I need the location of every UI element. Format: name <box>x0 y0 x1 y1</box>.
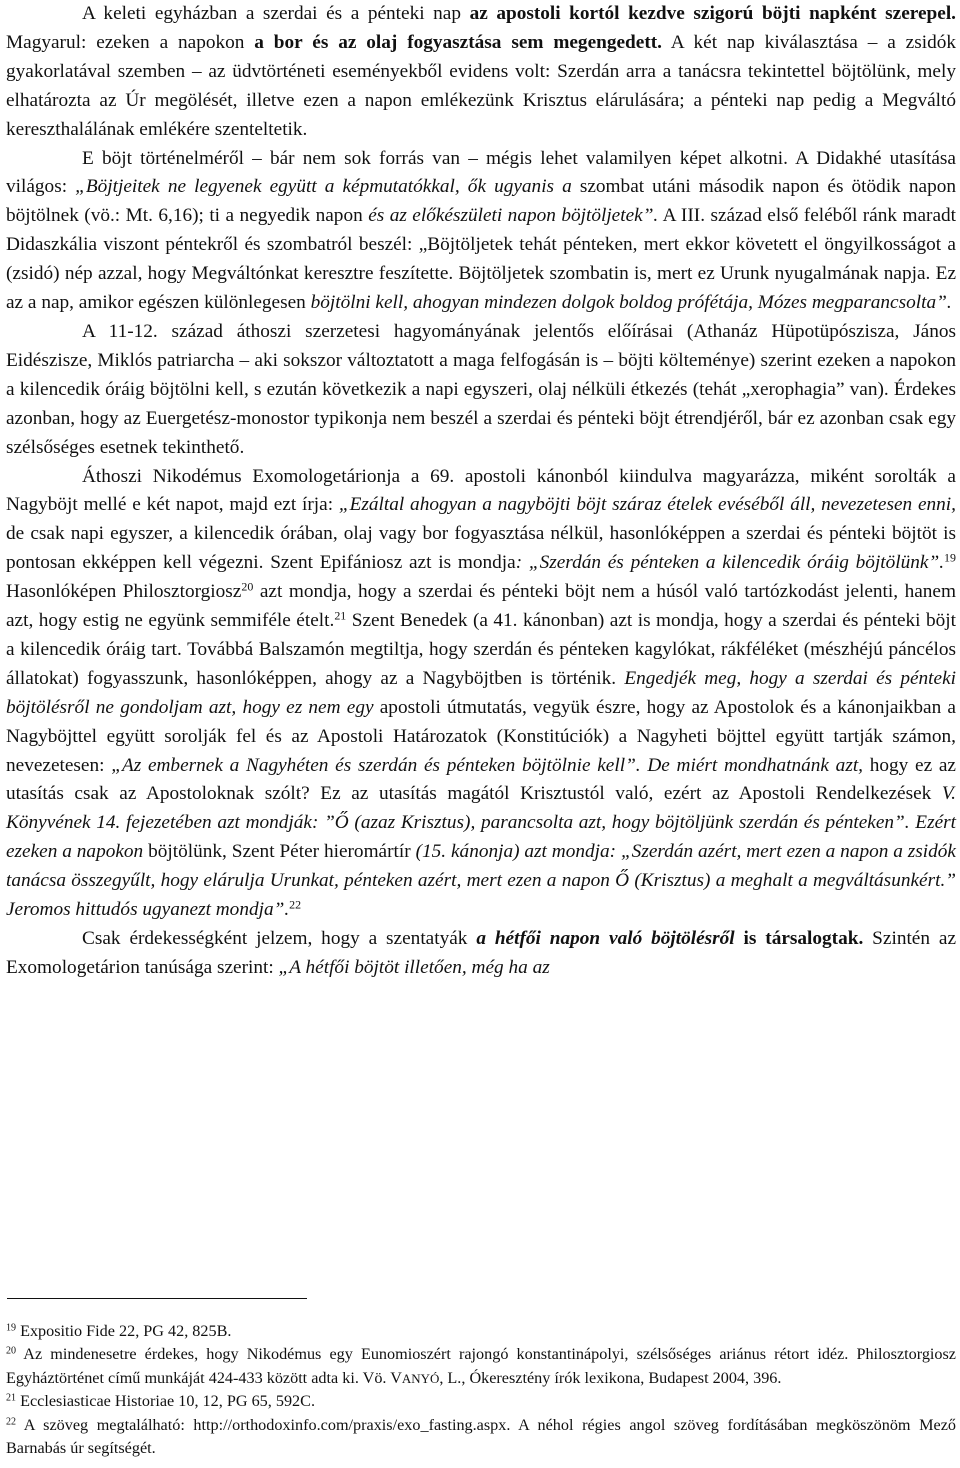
text-run: az apostoli kortól kezdve szigorú böjti napként szerepel. <box>469 3 956 24</box>
text-run: A két nap kiválasztása – a zsidók gyakorlatával szemben – az üdvtörténeti eseményekből evidens volt: Szerdán arra a tanácsra tekintettel böjtölünk, mely elhatározta az Úr megölését, illetve ezen a napon emlékezünk Krisztus elárulására; a pénteki nap pedig a Megváltó kereszthalálának emlékére szenteltetik. <box>6 31 956 140</box>
text-run: A III. század első feléből ránk maradt Didaszkália viszont péntekről és szombatról beszél: „Böjtöljetek tehát pénteken, mert ekkor követett el öngyilkosságot a (zsidó) nép azzal, hogy Megváltónkat keresztre feszítette. Böjtöljetek szombatin is, mert ez Urunk nyugalmának napja. Ez az a nap, amikor egészen különlegesen <box>6 205 956 314</box>
text-run: Szintén az Exomologetárion tanúsága szerint: <box>6 928 957 978</box>
text-run: Expositio Fide 22, PG 42, 825B. <box>16 1322 232 1340</box>
paragraph <box>6 0 956 145</box>
text-run: a bor és az olaj fogyasztása sem megengedett. <box>254 31 662 53</box>
text-run: A szöveg megtalálható: http://orthodoxinfo.com/praxis/exo_fasting.aspx. A néhol régies angol szöveg fordításában megköszönöm Mező Barnabás úr segítségét. <box>6 1415 956 1458</box>
text-run: hogy ez az utasítás csak az Apostoloknak szólt? Ez az utasítás magától Krisztustól való, ezért az Apostoli Rendelkezések <box>6 754 956 805</box>
text-run: : „Szerdán és pénteken a kilencedik óráig böjtölünk”. <box>515 552 945 574</box>
footnote-separator <box>7 1298 307 1299</box>
footnotes <box>6 1320 956 1460</box>
footnote-reference: 19 <box>6 1322 17 1334</box>
body-text <box>6 0 956 983</box>
text-run: szombat utáni második napon és ötödik napon böjtölnek (vö.: Mt. 6,16); ti a negyedik napon <box>6 176 957 227</box>
text-run <box>735 928 744 949</box>
text-run: Hasonlóképen Philosztorgiosz <box>6 581 242 603</box>
text-run: , L., Ókeresztény írók lexikona, Budapest 2004, 396. <box>439 1368 782 1387</box>
text-run: azt mondja, hogy a szerdai és pénteki böjt nem a húsól való tartózkodást jelenti, hanem azt, hogy estig ne együnk semmiféle ételt. <box>6 581 956 632</box>
paragraph <box>6 318 956 463</box>
footnote <box>6 1414 956 1461</box>
text-run: de csak napi egyszer, a kilencedik órában, olaj vagy bor fogyasztása nélkül, hasonlóképpen a szerdai és pénteki böjtöt is pontosan ekképpen kell végezni. Szent Epifániosz azt is mondja <box>6 523 956 574</box>
text-run: Csak érdekességként jelzem, hogy a szentatyák <box>82 928 477 949</box>
footnote <box>6 1320 956 1343</box>
paragraph <box>6 145 956 318</box>
footnote <box>6 1390 956 1413</box>
text-run: Engedjék meg, hogy a szerdai és pénteki böjtölésről ne gondoljam azt, hogy ez nem egy <box>6 667 957 718</box>
text-run: Magyarul: ezeken a napokon <box>6 31 255 53</box>
text-run: (15. kánonja) azt mondja: „Szerdán azért, mert ezen a napon a zsidók tanácsa összegyűlt, hogy elárulja Urunkat, pénteken azért, mert ezen a napon Ő (Krisztus) a meghalt a megváltásunkért.” Jeromos hittudós ugyanezt mondja”. <box>6 841 956 921</box>
footnote-reference: 22 <box>289 897 302 912</box>
footnote-reference: 20 <box>241 579 254 594</box>
footnote-reference: 21 <box>334 608 347 623</box>
text-run: Ecclesiasticae Historiae 10, 12, PG 65, 592C. <box>16 1392 315 1411</box>
footnote-reference: 20 <box>6 1345 17 1357</box>
footnote-reference: 21 <box>6 1392 17 1404</box>
text-run: ANYÓ <box>401 1370 440 1386</box>
text-run: A keleti egyházban a szerdai és a pénteki nap <box>82 3 470 24</box>
text-run: A 11-12. század áthoszi szerzetesi hagyományának jelentős előírásai (Athanáz Hüpotüpószisza, János Eidészisze, Miklós patriarcha – aki sokszor változtatott a maga felfogásán is – böjti költeménye) szerint ezeken a napokon a kilencedik óráig böjtölni kell, s ezután következik a napi egyszeri, olaj nélküli étkezés (tehát „xerophagia” van). Érdekes azonban, hogy az Euergetész-monostor typikonja nem beszél a szerdai és pénteki böjt étrendjéről, bár ez azonban csak egy szélsőséges esetnek tekinthető. <box>6 320 956 458</box>
text-run: „A hétfői böjtöt illetően, még ha az <box>278 956 550 978</box>
text-run: böjtölni kell, ahogyan mindezen dolgok boldog prófétája, Mózes megparancsolta”. <box>310 292 952 314</box>
text-run: E böjt történelméről – bár nem sok forrás van – mégis lehet valamilyen képet alkotni. A Didakhé utasítása világos: <box>6 147 956 198</box>
text-run: apostoli útmutatás, vegyük észre, hogy az Apostolok és a kánonjaikban a Nagyböjttel együtt sorolják fel és az Apostoli Határozatok (Konstitúciók) a Nagyheti böjttel együtt tartják számon, nevezetesen: <box>6 696 956 776</box>
text-run: a hétfői napon való böjtölésről <box>476 928 735 949</box>
text-run: „Böjtjeitek ne legyenek együtt a képmutatókkal, ők ugyanis a <box>75 176 572 198</box>
text-run: Áthoszi Nikodémus Exomologetárionja a 69. apostoli kánonból kiindulva magyarázza, miként sorolták a Nagyböjt mellé e két napot, majd ezt írja: <box>6 465 956 516</box>
text-run: „Ezáltal ahogyan a nagyböjti böjt száraz ételek evéséből áll, nevezetesen enni, <box>338 494 956 516</box>
footnote-reference: 22 <box>6 1416 17 1428</box>
paragraph <box>6 463 956 926</box>
paragraph <box>6 925 956 983</box>
text-run: is társalogtak. <box>743 928 864 949</box>
footnote <box>6 1343 956 1390</box>
text-run: és az előkészületi napon böjtöljetek”. <box>368 205 659 227</box>
text-run: V. Könyvének 14. fejezetében azt mondják: ”Ő (azaz Krisztus), parancsolta azt, hogy böjtöljünk szerdán és pénteken”. Ezért ezeken a napokon <box>6 783 956 863</box>
footnote-reference: 19 <box>944 550 956 565</box>
text-run: Az mindenesetre érdekes, hogy Nikodémus egy Eunomioszért rajongó konstantinápolyi, szélsőséges ariánus rétort idéz. Philosztorgiosz Egyháztörténet című munkáját 424-433 között adta ki. Vö. V <box>6 1345 956 1387</box>
document-page <box>6 0 956 983</box>
text-run: böjtölünk, Szent Péter hieromártír <box>143 841 416 863</box>
text-run: Szent Benedek (a 41. kánonban) azt is mondja, hogy a szerdai és pénteki böjt a kilencedik óráig tart. Továbbá Balszamón megtiltja, hogy szerdán és pénteken kagylókat, rákféléket (mészhéjú páncélos állatokat) fogyasszunk, hasonlóképpen, ahogy az a Nagyböjtben is történik. <box>6 610 956 689</box>
text-run: „Az embernek a Nagyhéten és szerdán és pénteken böjtölnie kell”. De miért mondhatnánk azt, <box>111 754 864 776</box>
